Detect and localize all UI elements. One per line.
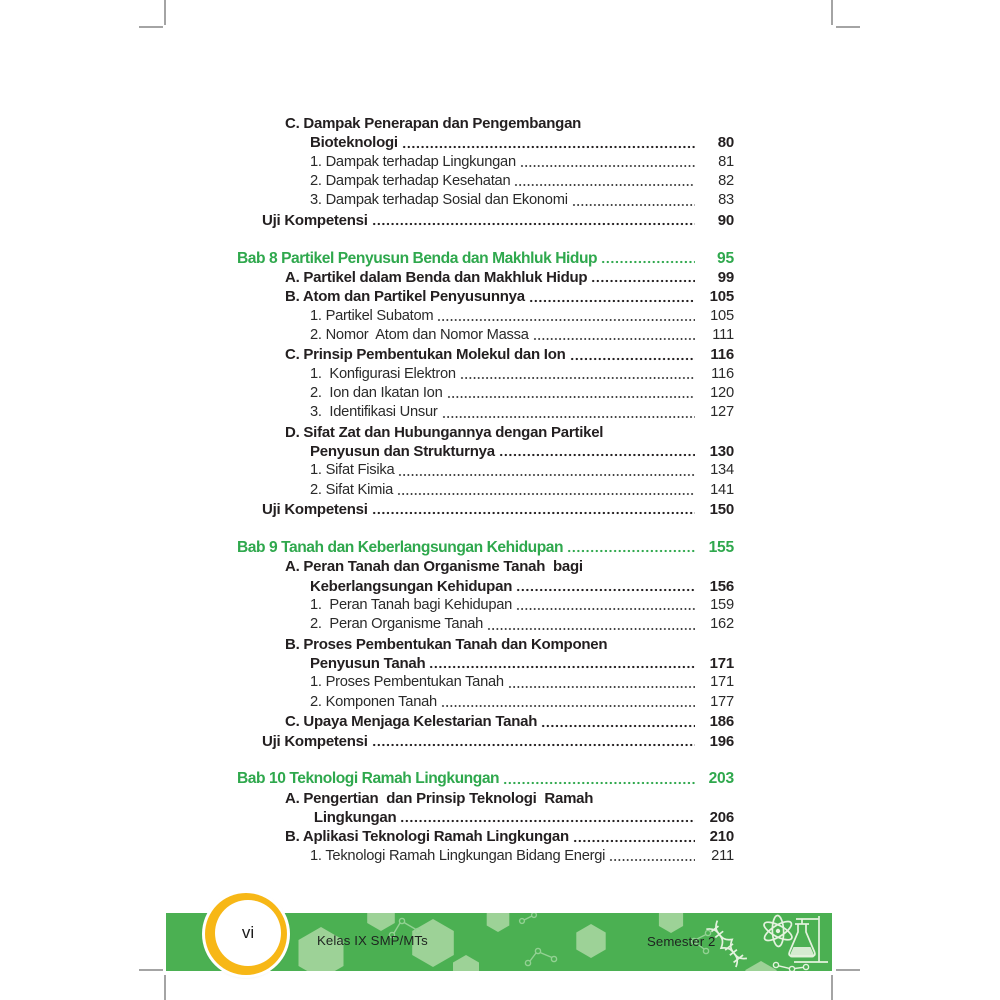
toc-entry-chapter — [237, 769, 734, 788]
toc-entry-text: 1. Dampak terhadap Lingkungan — [310, 153, 516, 170]
crop-mark-top-right-vertical — [831, 0, 833, 25]
toc-block-gap — [237, 751, 734, 770]
toc-entry-sub — [237, 191, 734, 210]
toc-entry-uji — [237, 211, 734, 230]
toc-page-number: 116 — [711, 365, 734, 382]
toc-entry-section — [237, 712, 734, 731]
toc-entry-text: Bab 10 Teknologi Ramah Lingkungan — [237, 770, 500, 788]
toc-entry-section — [237, 557, 734, 576]
toc-entry-text: 2. Ion dan Ikatan Ion — [310, 385, 443, 402]
toc-entry-text: B. Atom dan Partikel Penyusunnya — [285, 288, 525, 306]
toc-page-number: 203 — [708, 770, 734, 788]
toc-entry-text: 2. Peran Organisme Tanah — [310, 616, 484, 633]
toc-entry-text: 2. Nomor Atom dan Nomor Massa — [310, 327, 529, 344]
toc-entry-text: B. Aplikasi Teknologi Ramah Lingkungan — [285, 828, 569, 846]
toc-entry-text: D. Sifat Zat dan Hubungannya dengan Partikel — [285, 423, 604, 441]
toc-entry-chapter — [237, 249, 734, 268]
toc-page-number: 206 — [709, 809, 734, 827]
toc-page-number: 120 — [710, 385, 734, 402]
toc-block-gap — [237, 230, 734, 249]
toc-entry-sub — [237, 307, 734, 326]
dot-leader — [460, 376, 695, 380]
toc-entry-sub — [237, 481, 734, 500]
toc-entry-section — [237, 423, 734, 442]
toc-entry-text: Penyusun dan Strukturnya — [310, 443, 495, 461]
toc-entry-text: 2. Komponen Tanah — [310, 693, 437, 710]
toc-entry-text: Lingkungan — [310, 809, 397, 827]
dot-leader — [529, 299, 695, 303]
crop-mark-bottom-right-horizontal — [836, 969, 860, 971]
footer-class-label: Kelas IX SMP/MTs — [317, 933, 428, 948]
toc-entry-section — [237, 808, 734, 827]
toc-page-number: 186 — [709, 713, 734, 731]
toc-entry-text: 2. Dampak terhadap Kesehatan — [310, 173, 511, 190]
toc-entry-sub — [237, 847, 734, 866]
toc-entry-text: Uji Kompetensi — [262, 732, 368, 750]
toc-entry-text: C. Prinsip Pembentukan Molekul dan Ion — [285, 346, 566, 364]
dot-leader — [397, 492, 695, 496]
toc-entry-sub — [237, 384, 734, 403]
toc-entry-sub — [237, 326, 734, 345]
dot-leader — [372, 511, 695, 515]
toc-entry-text: 1. Proses Pembentukan Tanah — [310, 674, 504, 691]
toc-entry-sub — [237, 403, 734, 422]
toc-entry-text: Uji Kompetensi — [262, 501, 368, 519]
dot-leader — [516, 588, 695, 592]
toc-entry-section — [237, 345, 734, 364]
toc-entry-text: A. Peran Tanah dan Organisme Tanah bagi — [285, 558, 583, 576]
toc-list — [237, 114, 734, 866]
toc-page-number: 171 — [709, 655, 734, 673]
toc-entry-text: 3. Dampak terhadap Sosial dan Ekonomi — [310, 192, 568, 209]
toc-entry-text: Uji Kompetensi — [262, 211, 368, 229]
toc-entry-text: Penyusun Tanah — [310, 655, 426, 673]
toc-entry-text: B. Proses Pembentukan Tanah dan Komponen — [285, 635, 608, 653]
toc-entry-text: A. Pengertian dan Prinsip Teknologi Ramah — [285, 789, 594, 807]
dot-leader — [508, 685, 695, 689]
toc-page-number: 177 — [710, 693, 734, 710]
toc-page-number: 81 — [718, 153, 734, 170]
toc-entry-section — [237, 654, 734, 673]
dot-leader — [503, 781, 695, 785]
crop-mark-top-left-vertical — [164, 0, 166, 25]
toc-page-number: 130 — [709, 443, 734, 461]
dot-leader — [398, 473, 695, 477]
dot-leader — [442, 415, 695, 419]
toc-entry-sub — [237, 172, 734, 191]
dot-leader — [441, 704, 695, 708]
dot-leader — [514, 183, 695, 187]
toc-page-number: 116 — [710, 346, 734, 364]
dot-leader — [516, 607, 695, 611]
dot-leader — [533, 337, 695, 341]
toc-entry-text: Bab 8 Partikel Penyusun Benda dan Makhluk Hidup — [237, 249, 598, 267]
dot-leader — [567, 549, 695, 553]
dot-leader — [591, 279, 695, 283]
dot-leader — [437, 318, 695, 322]
toc-entry-text: 2. Sifat Kimia — [310, 481, 394, 498]
toc-entry-text: Bab 9 Tanah dan Keberlangsungan Kehidupan — [237, 539, 564, 557]
toc-entry-text: Bioteknologi — [310, 134, 398, 152]
toc-entry-section — [237, 442, 734, 461]
toc-page-number: 171 — [710, 674, 734, 691]
toc-page-number: 99 — [717, 269, 734, 286]
toc-entry-text: 3. Identifikasi Unsur — [310, 404, 438, 421]
toc-page-number: 134 — [710, 462, 734, 479]
dot-leader — [570, 357, 695, 361]
toc-entry-section — [237, 268, 734, 287]
crop-mark-bottom-right-vertical — [831, 975, 833, 1000]
crop-mark-top-left-horizontal — [139, 26, 163, 28]
toc-page-number: 196 — [709, 732, 734, 750]
toc-entry-sub — [237, 365, 734, 384]
toc-entry-sub — [237, 693, 734, 712]
toc-page-number: 211 — [711, 847, 734, 864]
toc-page-number: 156 — [709, 577, 734, 595]
crop-mark-top-right-horizontal — [836, 26, 860, 28]
toc-entry-text: Keberlangsungan Kehidupan — [310, 577, 513, 595]
toc-entry-section — [237, 287, 734, 306]
toc-entry-section — [237, 114, 734, 133]
dot-leader — [372, 222, 695, 226]
footer-semester-label: Semester 2 — [647, 934, 716, 949]
toc-page-number: 95 — [717, 249, 734, 267]
toc-entry-section — [237, 827, 734, 846]
toc-entry-sub — [237, 461, 734, 480]
toc-entry-section — [237, 789, 734, 808]
crop-mark-bottom-left-vertical — [164, 975, 166, 1000]
toc-entry-sub — [237, 596, 734, 615]
toc-entry-text: 1. Partikel Subatom — [310, 307, 434, 324]
toc-page-number: 82 — [718, 173, 734, 190]
toc-entry-uji — [237, 732, 734, 751]
page-number-ring — [205, 893, 287, 975]
toc-entry-section — [237, 133, 734, 152]
toc-entry-sub — [237, 153, 734, 172]
toc-entry-section — [237, 635, 734, 654]
atom-icon — [762, 915, 795, 946]
toc-entry-text: 1. Teknologi Ramah Lingkungan Bidang Energi — [310, 847, 606, 864]
toc-page-number: 127 — [710, 404, 734, 421]
dot-leader — [372, 743, 695, 747]
dot-leader — [601, 260, 695, 264]
dot-leader — [447, 395, 695, 399]
crop-mark-bottom-left-horizontal — [139, 969, 163, 971]
toc-entry-section — [237, 577, 734, 596]
toc-block-gap — [237, 519, 734, 538]
toc-page-number: 210 — [709, 828, 734, 846]
toc-entry-uji — [237, 500, 734, 519]
toc-entry-text: A. Partikel dalam Benda dan Makhluk Hidup — [285, 269, 588, 286]
toc-page-number: 111 — [712, 327, 734, 344]
toc-page-number: 162 — [710, 616, 734, 633]
dot-leader — [520, 164, 695, 168]
dot-leader — [573, 839, 695, 843]
toc-entry-sub — [237, 673, 734, 692]
dot-leader — [609, 858, 695, 862]
toc-page-number: 80 — [717, 134, 734, 152]
toc-entry-text: C. Dampak Penerapan dan Pengembangan — [285, 115, 582, 132]
toc-entry-sub — [237, 615, 734, 634]
toc-page-number: 90 — [717, 211, 734, 229]
toc-entry-text: 1. Peran Tanah bagi Kehidupan — [310, 597, 513, 614]
page-number-badge — [203, 891, 289, 977]
toc-page-number: 105 — [709, 288, 734, 306]
toc-entry-text: C. Upaya Menjaga Kelestarian Tanah — [285, 713, 538, 731]
dot-leader — [400, 819, 695, 823]
dot-leader — [487, 627, 695, 631]
toc-page-number: 159 — [710, 597, 734, 614]
dot-leader — [541, 724, 695, 728]
page-number: vi — [215, 900, 281, 966]
toc-page-number: 155 — [708, 539, 734, 557]
toc-page-number: 105 — [710, 307, 734, 324]
toc-entry-text: 1. Konfigurasi Elektron — [310, 365, 456, 382]
toc-page-number: 141 — [710, 481, 734, 498]
dot-leader — [429, 665, 695, 669]
toc-page-number: 150 — [709, 501, 734, 519]
toc-entry-chapter — [237, 538, 734, 557]
dot-leader — [572, 203, 695, 207]
dot-leader — [499, 453, 695, 457]
toc-page-number: 83 — [718, 192, 734, 209]
toc-entry-text: 1. Sifat Fisika — [310, 462, 395, 479]
dot-leader — [402, 145, 695, 149]
